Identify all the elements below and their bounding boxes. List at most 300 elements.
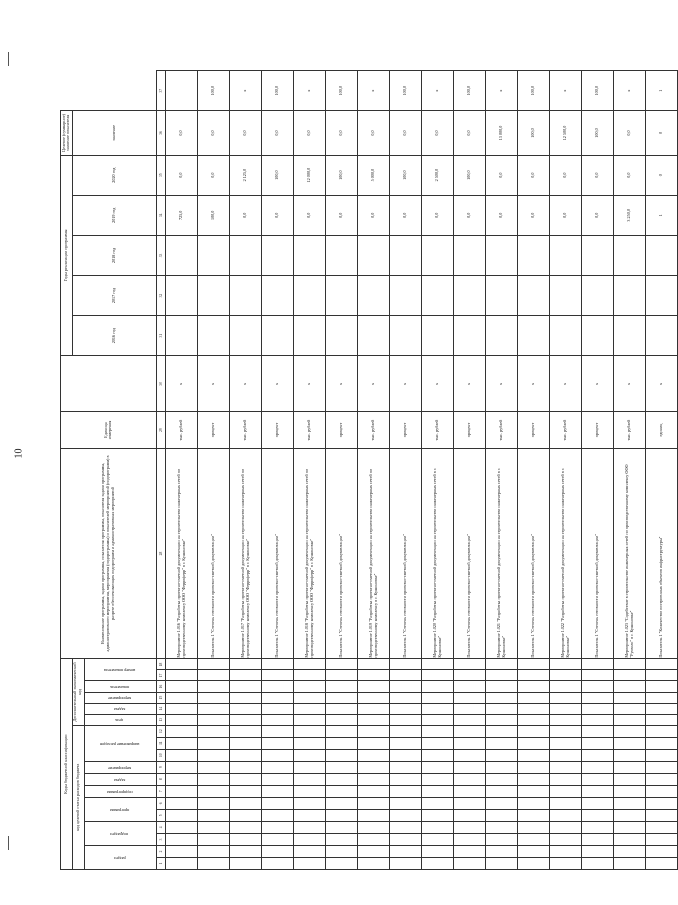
budget-code-header: код целевой статьи расходов бюджета [72, 725, 84, 869]
code-cell [486, 714, 518, 725]
code-subheader-0 [84, 845, 156, 869]
row-name: Показатель 1 "Степень готовности проектно-сметной документации" [390, 448, 422, 659]
code-cell [646, 725, 678, 737]
code-cell [230, 725, 262, 737]
row-value [230, 316, 262, 356]
code-cell [358, 681, 390, 692]
table-row [486, 71, 518, 870]
code-cell [166, 725, 198, 737]
code-cell [422, 809, 454, 821]
row-name: Показатель 1 "Степень готовности проектно-сметной документации" [454, 448, 486, 659]
code-cell [454, 773, 486, 785]
row-value: 0 [646, 155, 678, 195]
row-name: Показатель 1 "Степень готовности проектно-сметной документации" [262, 448, 294, 659]
row-value: 0,0 [390, 195, 422, 235]
row-value: 0,0 [454, 111, 486, 155]
row-value [486, 316, 518, 356]
code-subheader-11 [84, 659, 156, 681]
row-value [262, 276, 294, 316]
code-cell [518, 797, 550, 809]
code-cell [486, 797, 518, 809]
code-cell [326, 785, 358, 797]
table-row [198, 71, 230, 870]
code-cell [646, 681, 678, 692]
code-cell [582, 725, 614, 737]
table-row [454, 71, 486, 870]
code-cell [646, 692, 678, 703]
code-cell [582, 857, 614, 869]
code-cell [262, 833, 294, 845]
code-cell [550, 809, 582, 821]
column-index-cell: 15 [156, 692, 165, 703]
code-cell [646, 703, 678, 714]
code-cell [518, 749, 550, 761]
code-cell [262, 821, 294, 833]
code-cell [166, 659, 198, 670]
row-value [550, 316, 582, 356]
row-unit: процент [262, 412, 294, 448]
code-cell [262, 703, 294, 714]
code-cell [358, 833, 390, 845]
code-cell [358, 714, 390, 725]
row-unit: процент [454, 412, 486, 448]
code-cell [550, 749, 582, 761]
code-subheader-label: мероприятие [107, 695, 131, 701]
row-value: 100,0 [582, 111, 614, 155]
row-value: 0,0 [358, 111, 390, 155]
code-cell [422, 773, 454, 785]
code-cell [294, 857, 326, 869]
row-value: 0,0 [294, 111, 326, 155]
row-value [422, 276, 454, 316]
code-cell [518, 845, 550, 857]
row-value: 0,0 [550, 155, 582, 195]
code-cell [646, 833, 678, 845]
row-value: 0,0 [198, 111, 230, 155]
code-cell [582, 809, 614, 821]
code-cell [550, 737, 582, 749]
code-cell [582, 681, 614, 692]
row-value [198, 276, 230, 316]
code-cell [486, 659, 518, 670]
year-2020-header: 2020 год [72, 155, 156, 195]
column-index-cell: 13 [156, 714, 165, 725]
code-cell [486, 845, 518, 857]
code-cell [422, 725, 454, 737]
code-cell [518, 714, 550, 725]
row-unit: тыс. рублей [550, 412, 582, 448]
code-cell [582, 737, 614, 749]
code-cell [326, 737, 358, 749]
code-cell [550, 785, 582, 797]
row-value [614, 235, 646, 275]
code-cell [166, 809, 198, 821]
code-cell [454, 833, 486, 845]
code-subheader-4 [84, 773, 156, 785]
row-value: 0 [646, 111, 678, 155]
row-value: х [358, 356, 390, 412]
row-value: 0,0 [614, 155, 646, 195]
code-cell [582, 703, 614, 714]
code-cell [614, 749, 646, 761]
column-index-cell: 14 [156, 703, 165, 714]
row-value: 100,0 [326, 155, 358, 195]
code-cell [166, 797, 198, 809]
row-value [550, 276, 582, 316]
code-cell [550, 773, 582, 785]
column-index-cell: 11 [156, 737, 165, 749]
code-cell [390, 773, 422, 785]
row-value: х [582, 356, 614, 412]
row-value [230, 276, 262, 316]
row-value [518, 276, 550, 316]
column-index-cell: 8 [156, 773, 165, 785]
row-value [166, 276, 198, 316]
row-value [262, 316, 294, 356]
row-value: х [166, 356, 198, 412]
code-cell [454, 797, 486, 809]
row-value [166, 235, 198, 275]
code-cell [454, 821, 486, 833]
code-cell [518, 785, 550, 797]
column-index-cell: 31 [156, 316, 165, 356]
code-cell [230, 845, 262, 857]
code-cell [230, 833, 262, 845]
table-row [230, 71, 262, 870]
row-value: х [230, 71, 262, 111]
code-cell [646, 670, 678, 681]
row-value: 0,0 [550, 195, 582, 235]
row-value: х [326, 356, 358, 412]
code-subheader-8 [84, 703, 156, 714]
row-unit: тыс. рублей [614, 412, 646, 448]
row-value [582, 235, 614, 275]
code-cell [486, 857, 518, 869]
row-value: 100,0 [518, 111, 550, 155]
code-cell [326, 773, 358, 785]
code-cell [198, 670, 230, 681]
code-cell [486, 749, 518, 761]
code-cell [646, 785, 678, 797]
code-cell [262, 670, 294, 681]
code-cell [294, 773, 326, 785]
row-value: 0,0 [326, 111, 358, 155]
code-cell [486, 692, 518, 703]
code-cell [294, 797, 326, 809]
code-cell [198, 725, 230, 737]
code-cell [422, 692, 454, 703]
row-unit: процент [390, 412, 422, 448]
row-value [422, 316, 454, 356]
code-cell [550, 845, 582, 857]
column-index-cell: 1 [156, 857, 165, 869]
row-value: х [518, 356, 550, 412]
code-cell [230, 797, 262, 809]
code-cell [358, 692, 390, 703]
column-index-cell: 33 [156, 235, 165, 275]
row-value: 0,0 [262, 195, 294, 235]
code-cell [198, 681, 230, 692]
code-cell [326, 809, 358, 821]
code-cell [358, 785, 390, 797]
code-cell [390, 659, 422, 670]
row-unit: процент [582, 412, 614, 448]
row-value: х [422, 71, 454, 111]
code-cell [262, 714, 294, 725]
row-name: Мероприятие 1.023 "Содействие в строительстве инженерных сетей по производственному комплексу ООО "Русволс" в г. Кушиновке" [614, 448, 646, 659]
row-name: Мероприятие 1.021 "Разработка проектно-сметной документации на строительство инженерных сетей в г. Кушиновке" [486, 448, 518, 659]
column-index-cell: 2 [156, 845, 165, 857]
row-value [326, 235, 358, 275]
code-cell [550, 659, 582, 670]
row-name: Показатель 1 "Степень готовности проектно-сметной документации" [326, 448, 358, 659]
code-cell [518, 773, 550, 785]
column-index-cell: 9 [156, 761, 165, 773]
code-cell [422, 785, 454, 797]
row-value: 0,0 [582, 195, 614, 235]
year-2016-header: 2016 год [72, 316, 156, 356]
code-cell [486, 681, 518, 692]
code-subheader-2 [84, 797, 156, 821]
row-value [358, 276, 390, 316]
code-cell [326, 821, 358, 833]
row-value: х [358, 71, 390, 111]
code-cell [390, 749, 422, 761]
code-cell [390, 797, 422, 809]
code-cell [614, 773, 646, 785]
code-cell [454, 809, 486, 821]
code-cell [198, 659, 230, 670]
row-value: х [486, 71, 518, 111]
code-cell [326, 749, 358, 761]
code-cell [454, 714, 486, 725]
code-cell [294, 725, 326, 737]
years-group-header: Годы реализации программы [61, 155, 73, 356]
row-value [326, 276, 358, 316]
row-name: Показатель 1 "Степень готовности проектно-сметной документации" [582, 448, 614, 659]
code-cell [390, 703, 422, 714]
column-index-cell: 12 [156, 725, 165, 737]
code-cell [358, 821, 390, 833]
code-cell [454, 761, 486, 773]
row-value: 2 500,0 [422, 155, 454, 195]
column-index-cell: 34 [156, 195, 165, 235]
column-index-cell: 37 [156, 71, 165, 111]
code-subheader-label: подраздел [110, 831, 129, 837]
row-value [454, 316, 486, 356]
row-value [198, 316, 230, 356]
row-value: х [262, 356, 294, 412]
row-value: 100,0 [390, 155, 422, 195]
code-cell [198, 785, 230, 797]
row-value [454, 276, 486, 316]
code-cell [358, 797, 390, 809]
code-cell [390, 725, 422, 737]
row-value [326, 316, 358, 356]
code-cell [614, 785, 646, 797]
code-cell [422, 797, 454, 809]
row-value: 0,0 [198, 155, 230, 195]
code-cell [614, 725, 646, 737]
code-cell [550, 797, 582, 809]
unit-column-header: Единица измерения [61, 412, 157, 448]
code-cell [358, 737, 390, 749]
code-subheader-3 [84, 785, 156, 797]
code-cell [582, 797, 614, 809]
code-cell [454, 659, 486, 670]
code-cell [518, 659, 550, 670]
program-table [60, 70, 678, 870]
code-cell [294, 670, 326, 681]
code-cell [518, 681, 550, 692]
code-cell [646, 857, 678, 869]
row-value [454, 235, 486, 275]
row-value: 0,0 [358, 195, 390, 235]
code-cell [198, 845, 230, 857]
row-value: 0,0 [294, 195, 326, 235]
row-unit: тыс. рублей [166, 412, 198, 448]
code-cell [550, 821, 582, 833]
code-cell [646, 659, 678, 670]
code-cell [198, 821, 230, 833]
column-index-cell: 16 [156, 681, 165, 692]
row-value [166, 316, 198, 356]
code-cell [198, 761, 230, 773]
code-cell [582, 833, 614, 845]
row-value: 0,0 [582, 155, 614, 195]
code-cell [262, 749, 294, 761]
code-cell [518, 761, 550, 773]
code-cell [614, 845, 646, 857]
code-cell [486, 773, 518, 785]
code-cell [358, 670, 390, 681]
row-value: х [294, 356, 326, 412]
fold-mark-top [8, 52, 9, 66]
code-cell [198, 773, 230, 785]
row-value: 100,0 [262, 155, 294, 195]
code-cell [390, 737, 422, 749]
code-cell [422, 845, 454, 857]
code-cell [646, 737, 678, 749]
code-cell [422, 670, 454, 681]
code-cell [614, 737, 646, 749]
code-cell [198, 809, 230, 821]
row-value [614, 316, 646, 356]
row-unit: процент [198, 412, 230, 448]
row-value [646, 316, 678, 356]
code-cell [294, 821, 326, 833]
code-cell [646, 845, 678, 857]
code-cell [326, 857, 358, 869]
row-value: 12 500,0 [550, 111, 582, 155]
code-cell [326, 681, 358, 692]
row-value: 100,0 [326, 71, 358, 111]
row-value [550, 235, 582, 275]
code-cell [454, 703, 486, 714]
code-cell [454, 785, 486, 797]
code-cell [614, 659, 646, 670]
row-value: х [198, 356, 230, 412]
code-cell [582, 670, 614, 681]
row-name: Мероприятие 1.019 "Разработка проектно-сметной документации на строительство инженерных сетей по производственному комплексу в г. Кушиновке" [358, 448, 390, 659]
row-value: х [614, 71, 646, 111]
code-cell [198, 714, 230, 725]
row-value [358, 316, 390, 356]
row-value: 0,0 [486, 155, 518, 195]
code-cell [166, 785, 198, 797]
table-row [262, 71, 294, 870]
row-value: 1 [646, 195, 678, 235]
code-cell [294, 749, 326, 761]
code-cell [518, 692, 550, 703]
code-cell [230, 681, 262, 692]
code-cell [262, 761, 294, 773]
program-table-sheet [60, 70, 664, 870]
code-cell [454, 845, 486, 857]
row-value [390, 276, 422, 316]
row-value [518, 316, 550, 356]
code-cell [582, 773, 614, 785]
row-value [390, 316, 422, 356]
target-value-subheader: значение [72, 111, 156, 155]
code-cell [166, 749, 198, 761]
row-value: х [454, 356, 486, 412]
target-value-header: Целевое (суммарное) значение показателя [61, 111, 73, 155]
code-cell [358, 725, 390, 737]
code-cell [614, 809, 646, 821]
column-index-cell: 4 [156, 821, 165, 833]
table-row [390, 71, 422, 870]
row-value: 0,0 [422, 195, 454, 235]
code-cell [422, 761, 454, 773]
code-cell [358, 749, 390, 761]
code-cell [582, 714, 614, 725]
code-cell [422, 659, 454, 670]
code-cell [358, 845, 390, 857]
row-unit: тыс. рублей [486, 412, 518, 448]
table-row [582, 71, 614, 870]
code-cell [166, 714, 198, 725]
code-cell [294, 659, 326, 670]
code-cell [518, 737, 550, 749]
code-cell [422, 714, 454, 725]
additional-code-header: Дополнительный экономический код [72, 659, 84, 725]
table-row [550, 71, 582, 870]
code-cell [294, 692, 326, 703]
code-cell [262, 659, 294, 670]
codes-group-header: Коды бюджетной классификации [61, 659, 73, 870]
row-value [294, 235, 326, 275]
table-row [614, 71, 646, 870]
row-value: 0,0 [262, 111, 294, 155]
row-value [166, 71, 198, 111]
code-cell [358, 809, 390, 821]
code-cell [518, 809, 550, 821]
row-value [486, 235, 518, 275]
row-value: 0,0 [230, 111, 262, 155]
code-cell [646, 821, 678, 833]
code-cell [614, 681, 646, 692]
code-cell [614, 761, 646, 773]
code-cell [390, 845, 422, 857]
table-row [326, 71, 358, 870]
row-value: 0,0 [518, 195, 550, 235]
row-name: Мероприятие 1.020 "Разработка проектно-сметной документации на строительство инженерных сетей в г. Кушиновке" [422, 448, 454, 659]
code-cell [454, 857, 486, 869]
row-value: 100,0 [390, 71, 422, 111]
code-cell [550, 714, 582, 725]
code-subheader-label: цель [115, 718, 124, 724]
